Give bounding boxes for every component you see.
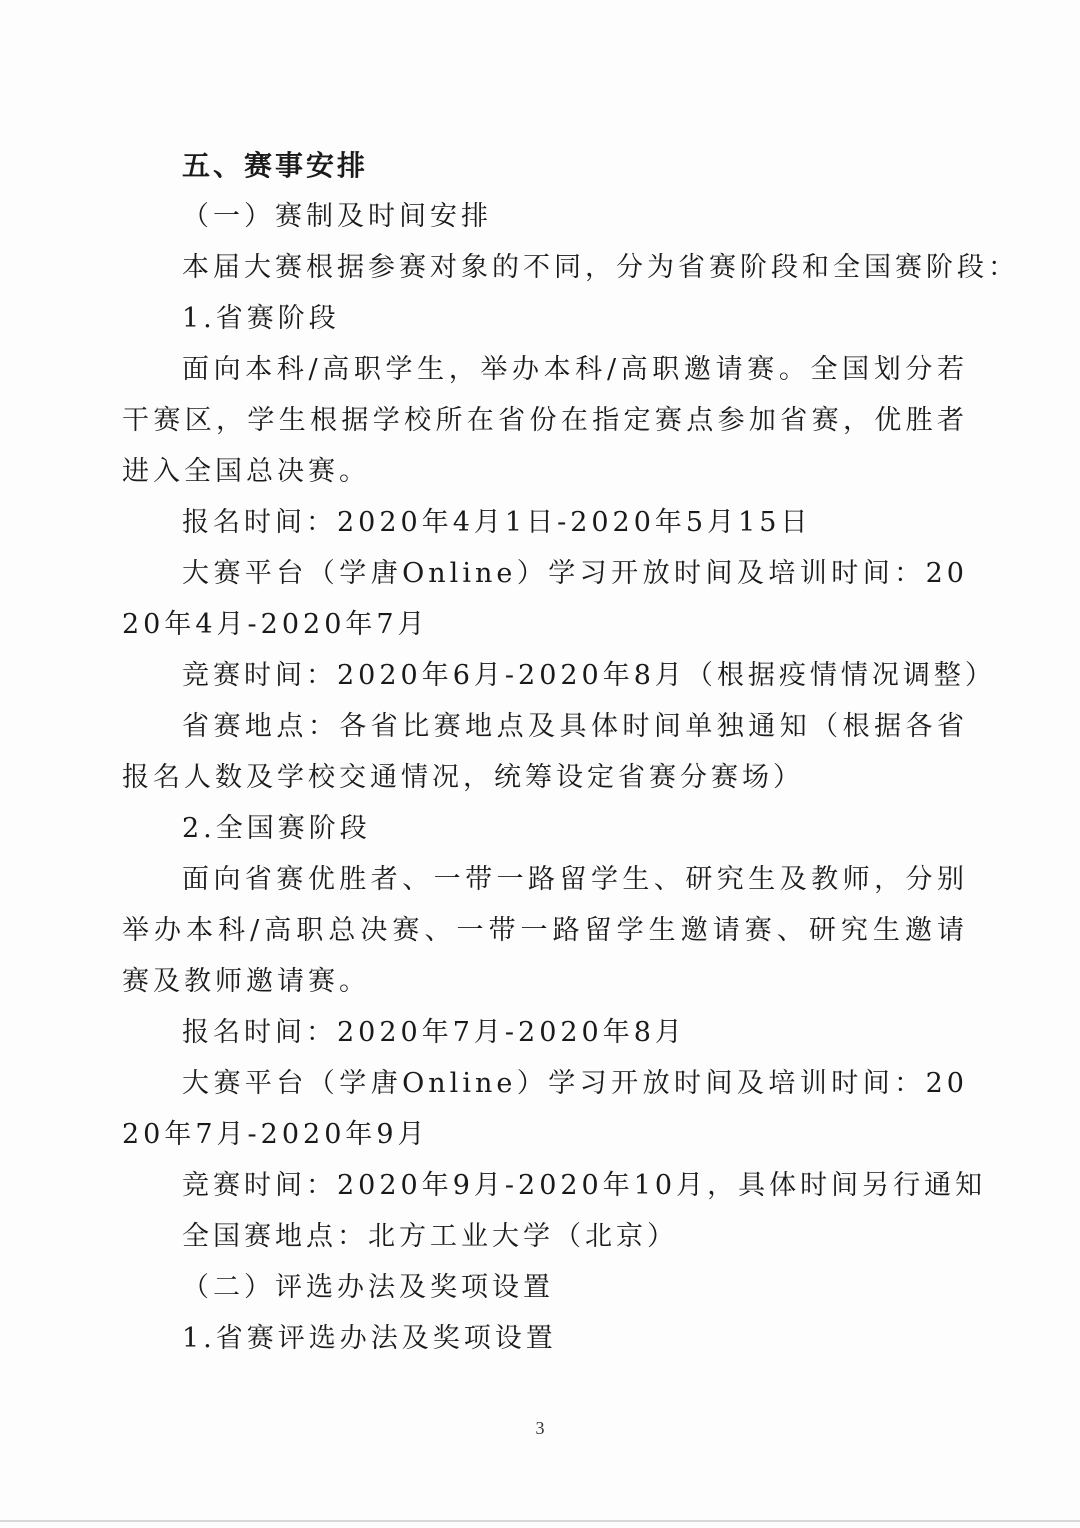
awards-item-provincial: 1.省赛评选办法及奖项设置	[182, 1323, 557, 1354]
stage1-competition-time: 竞赛时间：2020年6月-2020年8月（根据疫情情况调整）	[182, 660, 996, 691]
stage2-competition-time: 竞赛时间：2020年9月-2020年10月，具体时间另行通知	[182, 1170, 987, 1201]
subsection-title-schedule: （一）赛制及时间安排	[182, 201, 492, 232]
stage2-description: 面向省赛优胜者、一带一路留学生、研究生及教师，分别举办本科/高职总决赛、一带一路留学生邀请赛、研究生邀请赛及教师邀请赛。	[122, 864, 968, 997]
stage2-platform: 大赛平台（学唐Online）学习开放时间及培训时间：2020年7月-2020年9月	[122, 1068, 968, 1150]
subsection-title-awards: （二）评选办法及奖项设置	[182, 1272, 554, 1303]
stage1-platform: 大赛平台（学唐Online）学习开放时间及培训时间：2020年4月-2020年7月	[122, 558, 968, 640]
stage1-registration: 报名时间：2020年4月1日-2020年5月15日	[182, 507, 812, 538]
document-body	[122, 140, 1019, 1364]
stage1-description: 面向本科/高职学生，举办本科/高职邀请赛。全国划分若干赛区，学生根据学校所在省份在指定赛点参加省赛，优胜者进入全国总决赛。	[122, 354, 968, 487]
stage1-title: 1.省赛阶段	[182, 303, 340, 334]
section-title: 五、赛事安排	[182, 149, 369, 182]
stage2-location: 全国赛地点：北方工业大学（北京）	[182, 1221, 678, 1252]
stage2-title: 2.全国赛阶段	[182, 813, 371, 844]
stage2-registration: 报名时间：2020年7月-2020年8月	[182, 1017, 686, 1048]
page-number: 3	[535, 1418, 545, 1438]
scan-edge-divider	[0, 1520, 1080, 1522]
intro-paragraph: 本届大赛根据参赛对象的不同，分为省赛阶段和全国赛阶段：	[182, 252, 1019, 283]
stage1-location: 省赛地点：各省比赛地点及具体时间单独通知（根据各省报名人数及学校交通情况，统筹设定省赛分赛场）	[122, 711, 968, 793]
